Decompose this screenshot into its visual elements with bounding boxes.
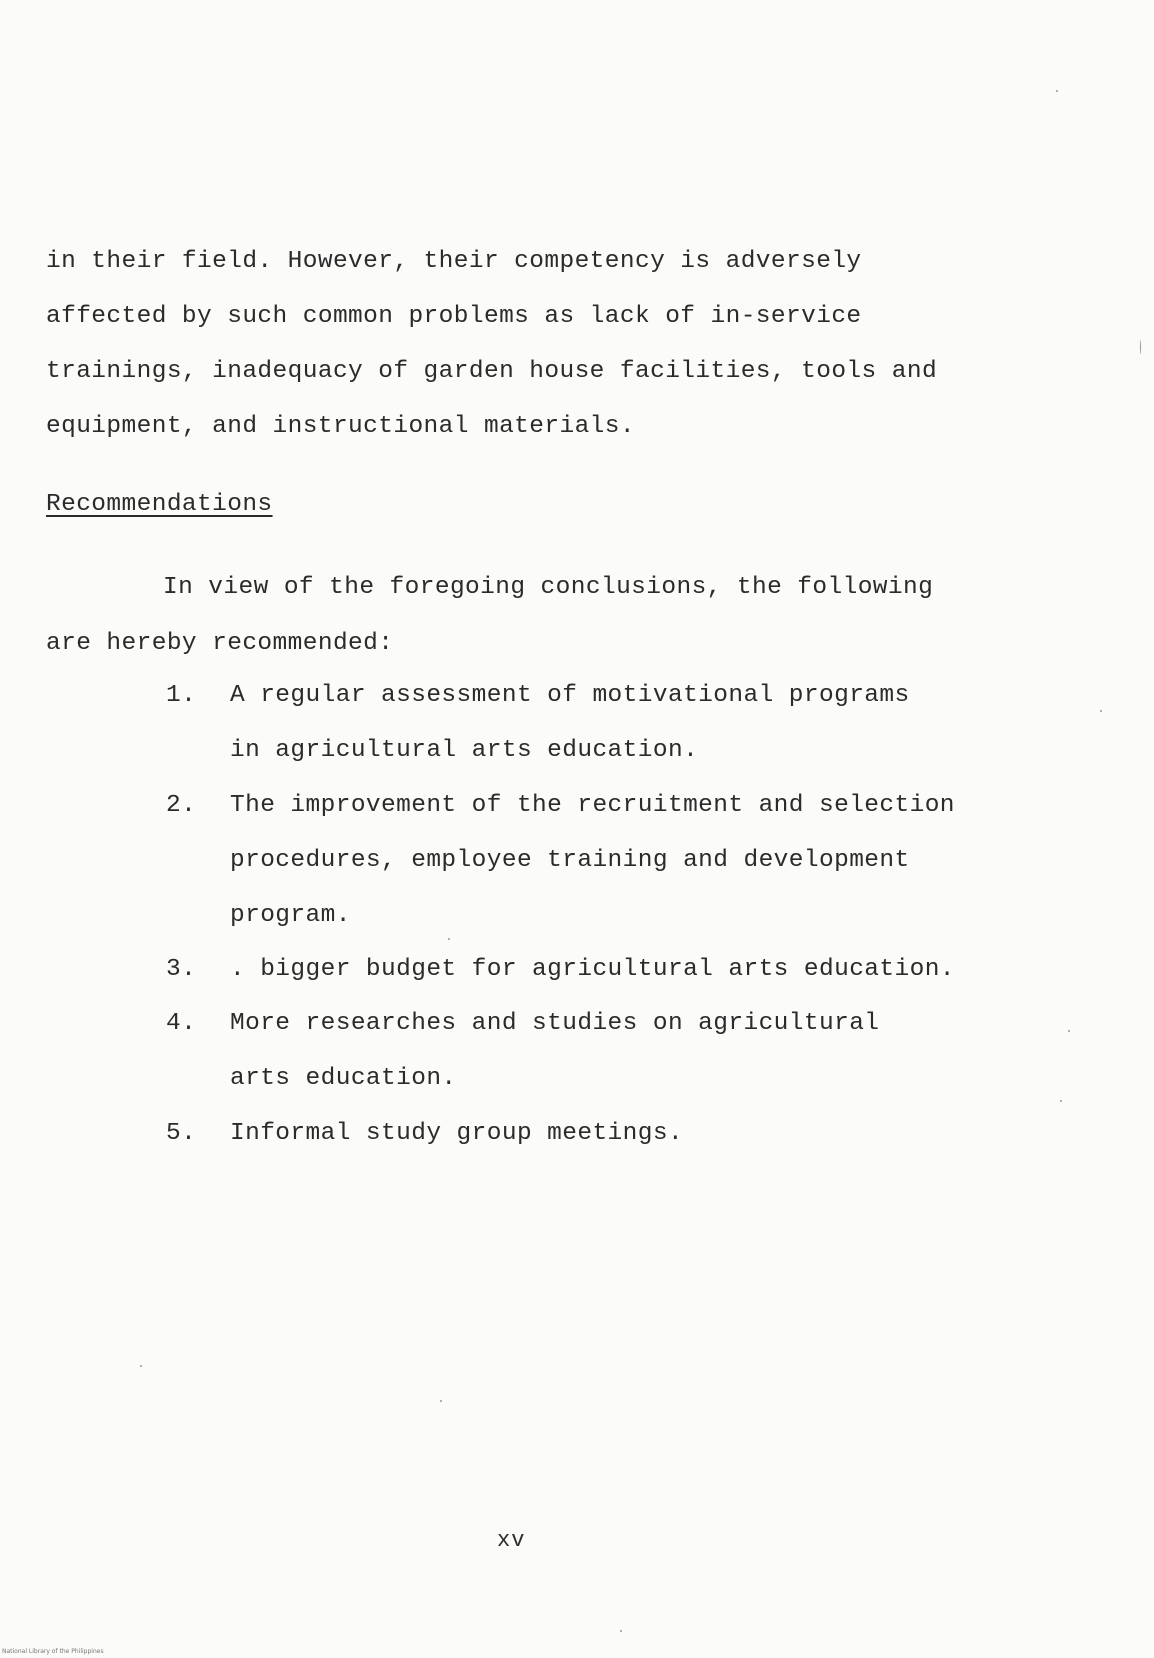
scan-speck [1140,340,1141,354]
paragraph-line: trainings, inadequacy of garden house facilities, tools and [46,358,938,385]
item-line: The improvement of the recruitment and selection [230,792,955,819]
item-line: arts education. [230,1065,457,1092]
item-text [230,778,1030,943]
item-line: program. [230,902,351,929]
page-number: xv [497,1528,526,1553]
item-line: Informal study group meetings. [230,1120,684,1147]
scan-speck [448,938,450,940]
item-line: A regular assessment of motivational programs [230,682,910,709]
paragraph-line: affected by such common problems as lack of in-service [46,303,862,330]
item-number: 1. [166,682,197,709]
intro-line: are hereby recommended: [46,630,394,657]
scan-speck [1068,1030,1070,1032]
recommendations-intro [46,560,933,672]
item-text [230,1106,1030,1161]
item-text [230,996,1030,1106]
conclusion-paragraph [46,234,1006,454]
scan-speck [620,1630,622,1632]
scan-speck [440,1400,442,1402]
item-number: 5. [166,1120,197,1147]
item-number: 3. [166,956,197,983]
item-text [230,942,1030,997]
paragraph-line: in their field. However, their competency is adversely [46,248,862,275]
item-number: 2. [166,792,197,819]
item-line: procedures, employee training and development [230,847,910,874]
scan-speck [1056,90,1058,92]
item-line: . bigger budget for agricultural arts education. [230,956,955,983]
item-text [230,668,1030,778]
scan-speck [1060,1100,1062,1102]
scan-speck [140,1365,142,1367]
item-number: 4. [166,1010,197,1037]
paragraph-line: equipment, and instructional materials. [46,413,635,440]
item-line: in agricultural arts education. [230,737,699,764]
footer-stamp: National Library of the Philippines [2,1648,104,1655]
scan-speck [1100,710,1102,712]
intro-line: In view of the foregoing conclusions, the following [163,574,934,601]
recommendations-heading: Recommendations [46,491,273,518]
item-line: More researches and studies on agricultural [230,1010,880,1037]
